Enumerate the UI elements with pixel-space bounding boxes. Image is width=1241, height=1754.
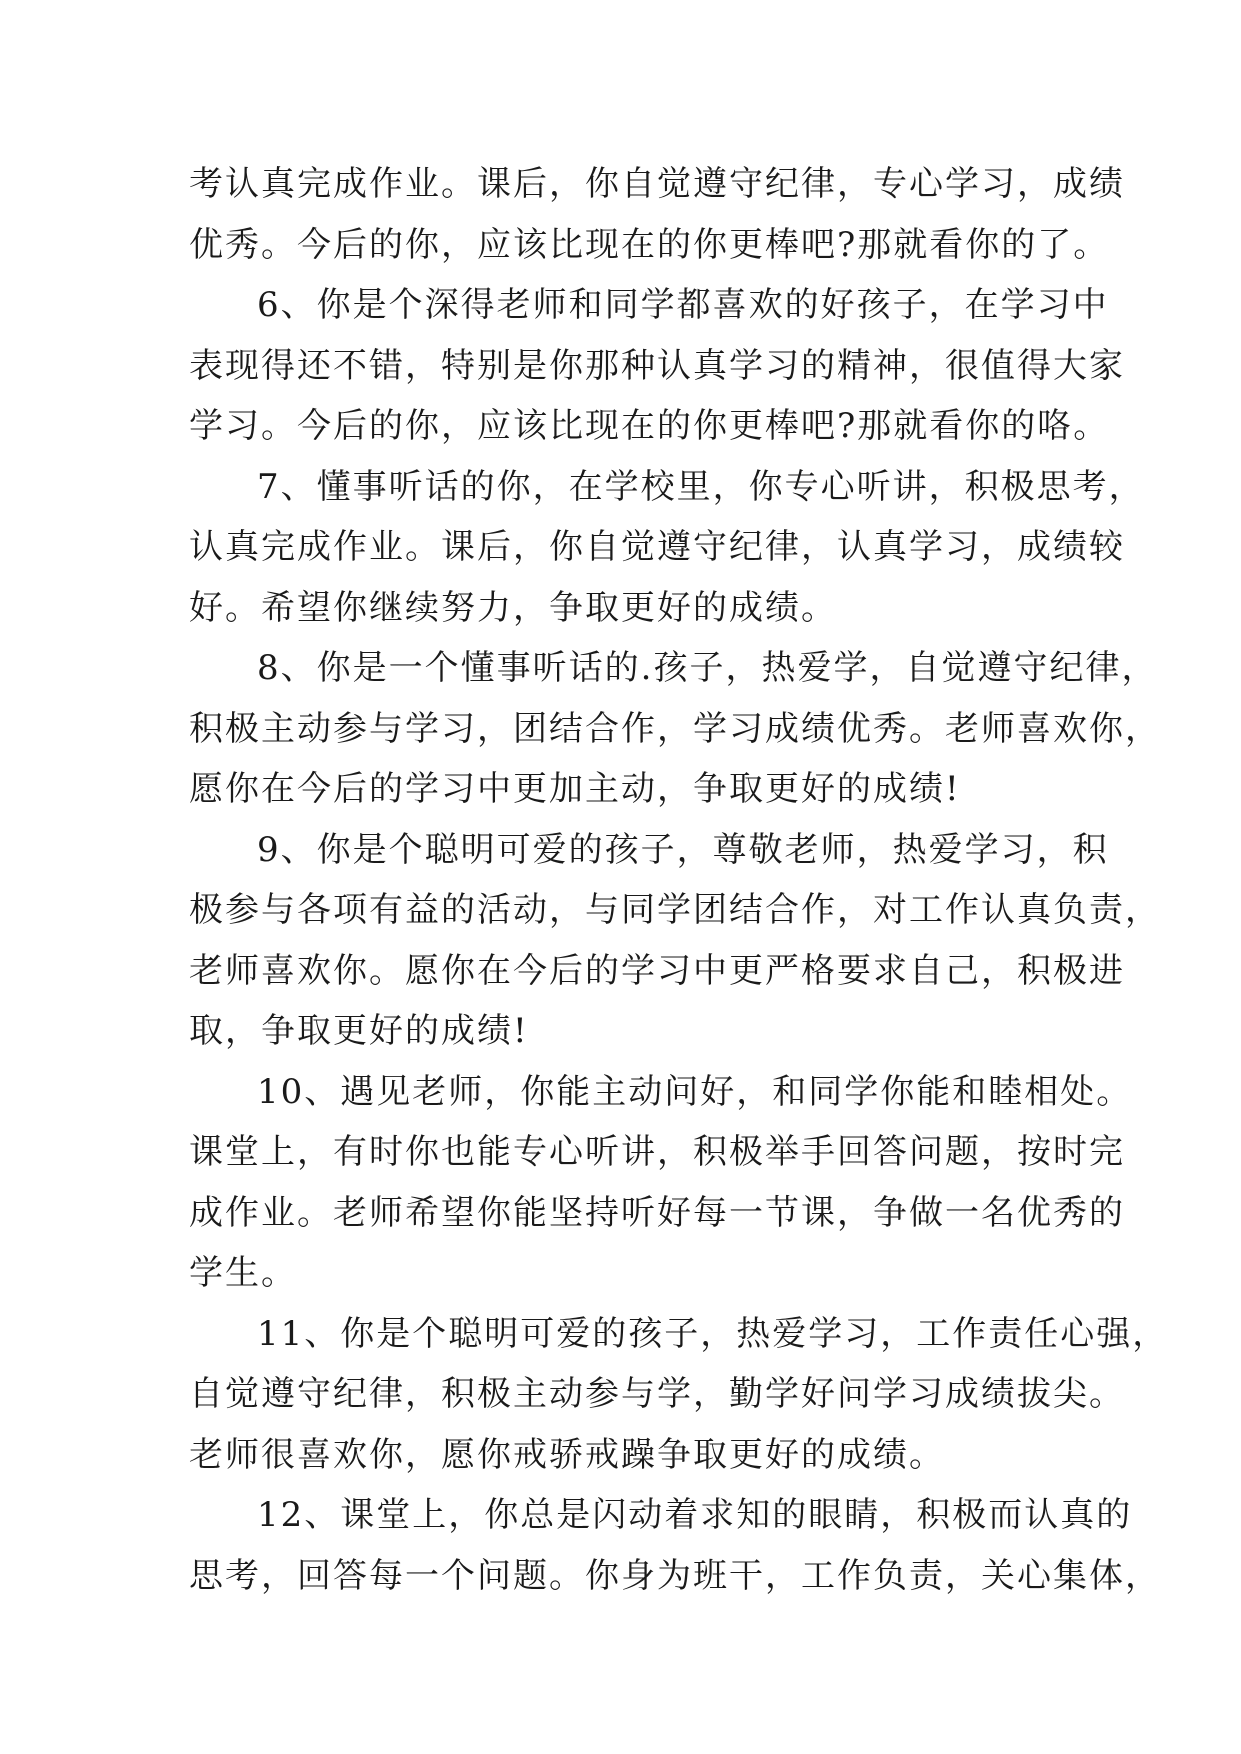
- text-line: 取，争取更好的成绩!: [189, 1011, 529, 1051]
- paragraph-start-line: 6、你是个深得老师和同学都喜欢的好孩子，在学习中: [257, 285, 1109, 325]
- paragraph-start-line: 8、你是一个懂事听话的.孩子，热爱学，自觉遵守纪律，: [257, 648, 1158, 688]
- text-line: 考认真完成作业。课后，你自觉遵守纪律，专心学习，成绩: [189, 164, 1125, 204]
- text-line: 愿你在今后的学习中更加主动，争取更好的成绩!: [189, 769, 961, 809]
- text-line: 好。希望你继续努力，争取更好的成绩。: [189, 587, 837, 628]
- paragraph-start-line: 10、遇见老师，你能主动问好，和同学你能和睦相处。: [257, 1071, 1133, 1112]
- text-line: 成作业。老师希望你能坚持听好每一节课，争做一名优秀的: [189, 1192, 1125, 1233]
- text-line: 认真完成作业。课后，你自觉遵守纪律，认真学习，成绩较: [189, 527, 1125, 567]
- paragraph-start-line: 11、你是个聪明可爱的孩子，热爱学习，工作责任心强，: [257, 1313, 1169, 1354]
- text-line: 表现得还不错，特别是你那种认真学习的精神，很值得大家: [189, 345, 1125, 386]
- text-line: 老师很喜欢你，愿你戒骄戒躁争取更好的成绩。: [189, 1434, 945, 1475]
- text-line: 学生。: [189, 1253, 297, 1293]
- text-line: 优秀。今后的你，应该比现在的你更棒吧?那就看你的了。: [189, 224, 1110, 265]
- text-line: 思考，回答每一个问题。你身为班干，工作负责，关心集体，: [189, 1555, 1161, 1596]
- paragraph-start-line: 7、懂事听话的你，在学校里，你专心听讲，积极思考，: [257, 466, 1145, 507]
- text-line: 课堂上，有时你也能专心听讲，积极举手回答问题，按时完: [189, 1132, 1125, 1172]
- text-line: 自觉遵守纪律，积极主动参与学，勤学好问学习成绩拔尖。: [189, 1374, 1125, 1414]
- text-line: 老师喜欢你。愿你在今后的学习中更严格要求自己，积极进: [189, 950, 1125, 991]
- document-body: [189, 154, 1169, 1606]
- paragraph-start-line: 9、你是个聪明可爱的孩子，尊敬老师，热爱学习，积: [257, 829, 1109, 870]
- text-line: 积极主动参与学习，团结合作，学习成绩优秀。老师喜欢你，: [189, 708, 1161, 749]
- text-line: 极参与各项有益的活动，与同学团结合作，对工作认真负责，: [189, 890, 1161, 930]
- paragraph-start-line: 12、课堂上，你总是闪动着求知的眼睛，积极而认真的: [257, 1495, 1133, 1535]
- text-line: 学习。今后的你，应该比现在的你更棒吧?那就看你的咯。: [189, 406, 1110, 446]
